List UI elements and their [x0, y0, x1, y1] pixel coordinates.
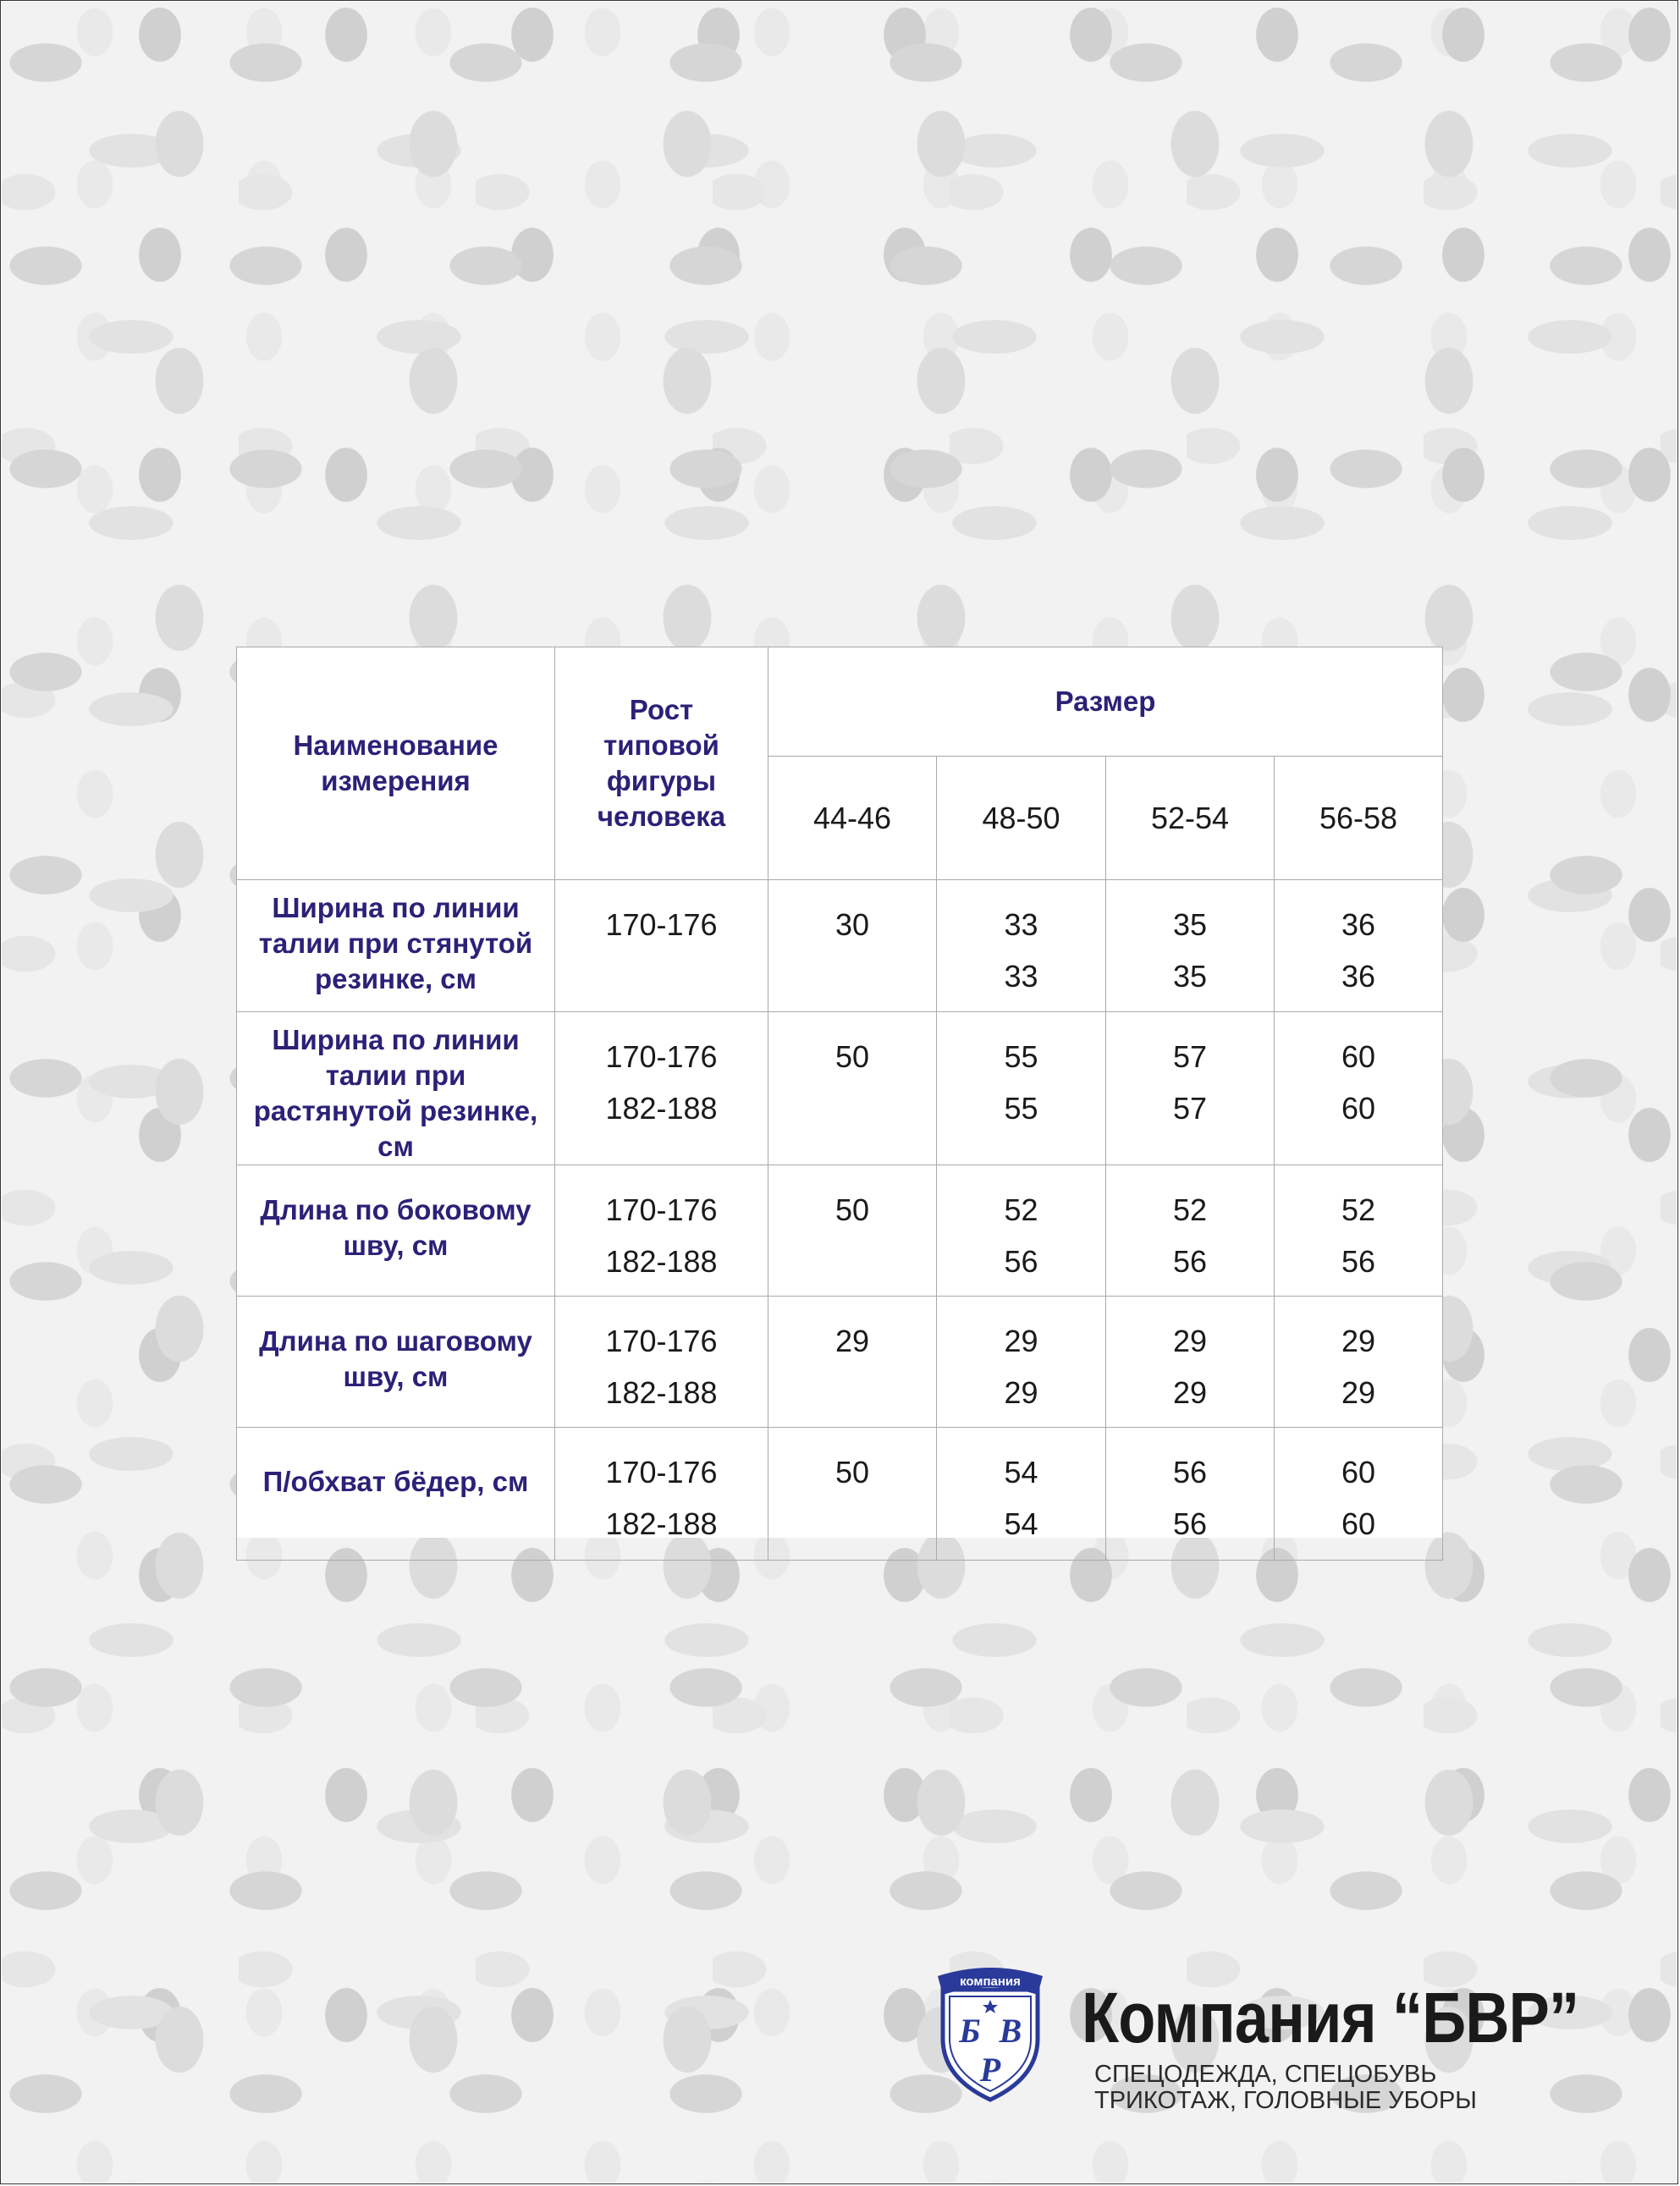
table-row [237, 1012, 1443, 1165]
measurement-name [237, 1165, 555, 1297]
value-cell [768, 880, 937, 1012]
value: 52 [1341, 1192, 1376, 1227]
value-cell [1106, 1297, 1275, 1428]
value: 29 [1172, 1324, 1208, 1358]
value: 56 [1172, 1455, 1208, 1489]
height-value: 182-188 [605, 1506, 718, 1541]
value: 33 [1004, 959, 1038, 994]
value: 56 [1172, 1244, 1208, 1279]
height-value: 170-176 [605, 1324, 718, 1358]
size-header: 48-50 [937, 757, 1106, 880]
value: 50 [834, 1192, 870, 1227]
height-value: 170-176 [605, 1039, 718, 1074]
value-cell [768, 1297, 937, 1428]
header-measurement-name-label: Наименование измерения [293, 730, 498, 796]
value: 30 [834, 907, 870, 942]
value-cell [1275, 1428, 1443, 1561]
height-cell [555, 1165, 768, 1297]
value-cell [1106, 1165, 1275, 1297]
value-cell [1106, 1428, 1275, 1561]
table-row [237, 880, 1443, 1012]
value: 29 [834, 1324, 870, 1358]
value-cell [937, 880, 1106, 1012]
header-height-label: Рост типовой фигуры человека [597, 694, 726, 832]
brand-tagline-line: ТРИКОТАЖ, ГОЛОВНЫЕ УБОРЫ [1094, 2087, 1477, 2114]
value: 29 [1341, 1324, 1376, 1358]
size-header: 44-46 [768, 757, 937, 880]
measurement-name [237, 1012, 555, 1165]
size-header: 56-58 [1275, 757, 1443, 880]
value: 60 [1341, 1506, 1376, 1541]
height-value: 182-188 [605, 1375, 718, 1410]
height-value: 170-176 [605, 1455, 718, 1489]
value: 56 [1341, 1244, 1376, 1279]
logo-letter: Р [979, 2051, 1001, 2089]
header-size-group [768, 647, 1443, 757]
value: 29 [1341, 1375, 1376, 1410]
value-cell [937, 1428, 1106, 1561]
logo-letter: Б [959, 2012, 981, 2050]
value: 29 [1172, 1375, 1208, 1410]
company-logo-icon [933, 1957, 1048, 2103]
height-value: 182-188 [605, 1091, 718, 1126]
brand-tagline-line: СПЕЦОДЕЖДА, СПЕЦОБУВЬ [1094, 2061, 1437, 2088]
measurement-name-label: Длина по шаговому шву, см [259, 1325, 532, 1392]
value: 57 [1172, 1039, 1208, 1074]
height-value: 170-176 [605, 1192, 718, 1227]
brand-tagline [1094, 2062, 1477, 2114]
measurement-name-label: Ширина по линии талии при растянутой резинке, см [253, 1024, 538, 1162]
value: 55 [1004, 1039, 1038, 1074]
value: 52 [1004, 1192, 1038, 1227]
table-row [237, 1428, 1443, 1561]
height-cell [555, 1012, 768, 1165]
header-height [555, 647, 768, 880]
height-cell [555, 1297, 768, 1428]
table-row [237, 1165, 1443, 1297]
value: 54 [1004, 1506, 1038, 1541]
measurement-name [237, 1297, 555, 1428]
value: 36 [1341, 959, 1376, 994]
value-cell [1106, 880, 1275, 1012]
height-value: 170-176 [605, 907, 718, 942]
value: 57 [1172, 1091, 1208, 1126]
measurement-name [237, 880, 555, 1012]
value: 33 [1004, 907, 1038, 942]
value: 35 [1172, 907, 1208, 942]
header-row-top [237, 647, 1443, 757]
logo-letter: В [999, 2012, 1022, 2050]
measurement-name-label: П/обхват бёдер, см [262, 1466, 529, 1497]
value: 60 [1341, 1091, 1376, 1126]
size-chart-table [236, 647, 1443, 1561]
value: 54 [1004, 1455, 1038, 1489]
measurement-name-label: Ширина по линии талии при стянутой резинке, см [258, 892, 533, 994]
value: 50 [834, 1039, 870, 1074]
value: 55 [1004, 1091, 1038, 1126]
value-cell [1106, 1012, 1275, 1165]
value-cell [1275, 880, 1443, 1012]
value: 56 [1172, 1506, 1208, 1541]
height-cell [555, 880, 768, 1012]
value: 29 [1004, 1324, 1038, 1358]
value-cell [1275, 1012, 1443, 1165]
value-cell [768, 1165, 937, 1297]
value: 60 [1341, 1455, 1376, 1489]
logo-label: компания [960, 1974, 1021, 1989]
value: 50 [834, 1455, 870, 1489]
value: 36 [1341, 907, 1376, 942]
value-cell [768, 1428, 937, 1561]
brand-name: Компания “БВР” [1082, 1978, 1579, 2057]
value-cell [1275, 1165, 1443, 1297]
height-cell [555, 1428, 768, 1561]
height-value: 182-188 [605, 1244, 718, 1279]
header-size-group-label: Размер [1055, 686, 1156, 717]
measurement-name [237, 1428, 555, 1561]
table-row [237, 1297, 1443, 1428]
value: 56 [1004, 1244, 1038, 1279]
value-cell [1275, 1297, 1443, 1428]
size-header: 52-54 [1106, 757, 1275, 880]
value-cell [937, 1012, 1106, 1165]
measurement-name-label: Длина по боковому шву, см [260, 1194, 532, 1261]
header-measurement-name [237, 647, 555, 880]
value: 60 [1341, 1039, 1376, 1074]
value: 52 [1172, 1192, 1208, 1227]
value-cell [768, 1012, 937, 1165]
value-cell [937, 1297, 1106, 1428]
value-cell [937, 1165, 1106, 1297]
value: 35 [1172, 959, 1208, 994]
value: 29 [1004, 1375, 1038, 1410]
